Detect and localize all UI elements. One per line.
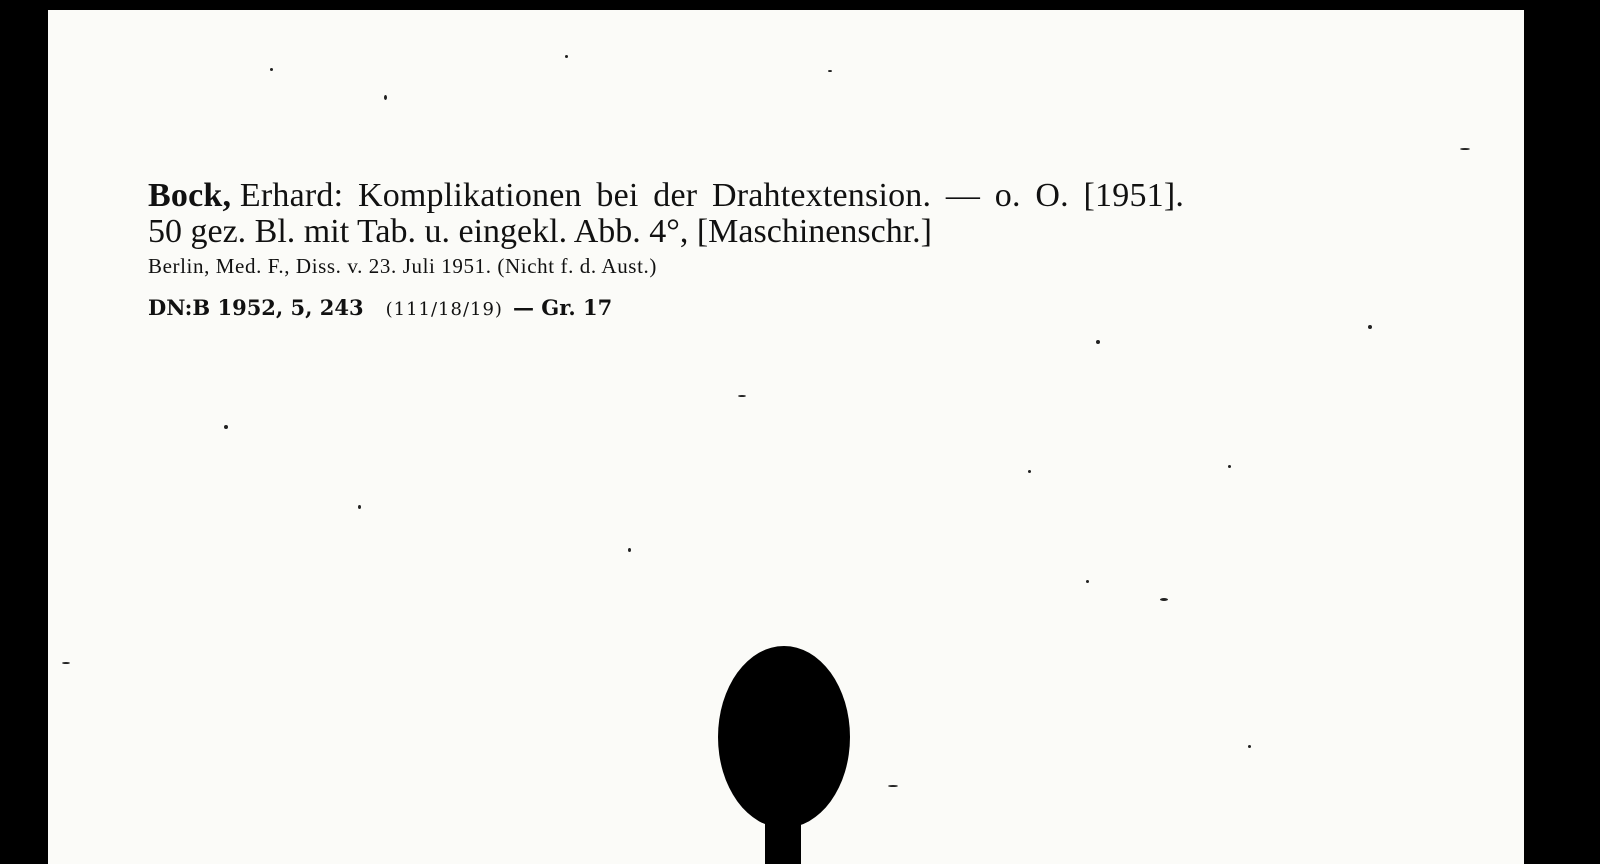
dust-speck [62,662,70,664]
shelf-code: (111/18/19) [385,299,503,320]
group-code: — Gr. 17 [512,295,613,320]
dust-speck [1096,340,1100,344]
punch-hole-stem [765,820,801,864]
punch-hole [718,646,850,828]
dust-speck [384,95,387,100]
dn-line [148,295,1448,320]
dust-speck [828,70,832,72]
dust-speck [224,425,228,429]
dust-speck [270,68,273,71]
author-given-name: Erhard: [231,177,344,214]
dust-speck [738,395,746,397]
dust-speck [1368,325,1372,329]
dissertation-note: Berlin, Med. F., Diss. v. 23. Juli 1951. (Nicht f. d. Aust.) [148,254,657,278]
dust-speck [358,505,361,509]
dust-speck [888,785,898,787]
entry-heading-line [148,178,1448,214]
dust-speck [1028,470,1031,473]
dust-speck [1460,148,1470,150]
author-surname: Bock, [148,177,232,214]
catalog-entry [148,178,1448,320]
dust-speck [1228,465,1231,468]
dust-speck [1086,580,1089,583]
dust-speck [565,55,568,58]
physical-description: 50 gez. Bl. mit Tab. u. eingekl. Abb. 4°, [Maschinenschr.] [148,213,932,250]
dust-speck [628,548,631,552]
dn-number: DN:B 1952, 5, 243 [148,295,364,320]
dust-speck [1160,598,1168,601]
catalog-card [48,10,1524,864]
dust-speck [1248,745,1251,748]
title-text: Komplikationen bei der Drahtextension. — o. O. [1951]. [343,177,1185,214]
